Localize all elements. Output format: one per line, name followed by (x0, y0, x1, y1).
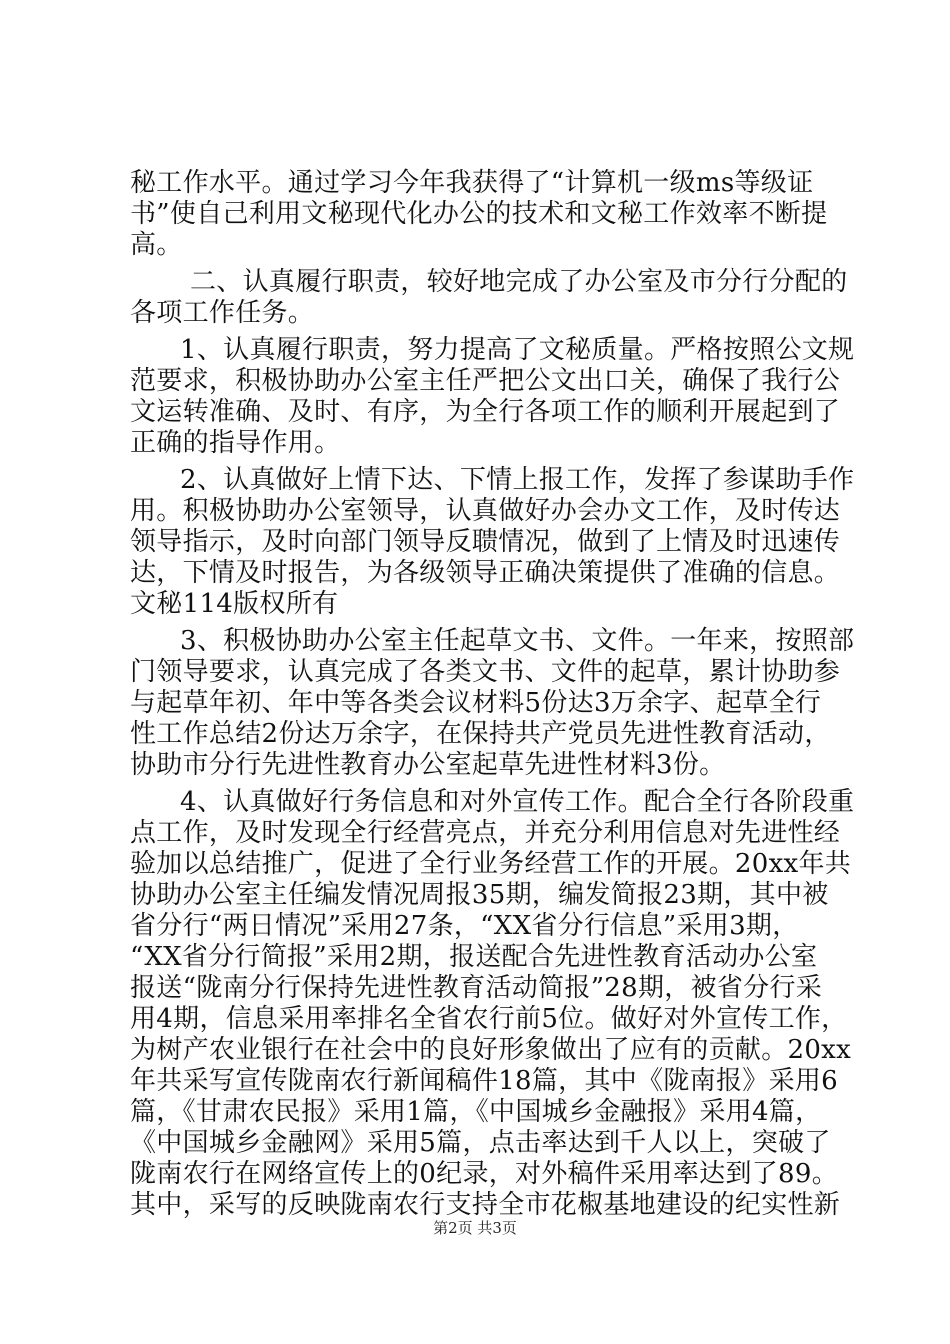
text-line: 4、认真做好行务信息和对外宣传工作。配合全行各阶段重 (180, 787, 855, 817)
section-heading-line: 各项工作任务。 (130, 298, 315, 328)
text-line: 范要求，积极协助办公室主任严把公文出口关，确保了我行公 (130, 366, 841, 396)
text-line: 文运转准确、及时、有序，为全行各项工作的顺利开展起到了 (130, 397, 841, 427)
text-line: 秘工作水平。通过学习今年我获得了“计算机一级ms等级证 (130, 168, 814, 198)
text-line: 为树产农业银行在社会中的良好形象做出了应有的贡献。20xx (130, 1035, 852, 1065)
document-body (130, 168, 855, 1221)
text-line: 协助办公室主任编发情况周报35期，编发简报23期，其中被 (130, 880, 829, 910)
text-line: 陇南农行在网络宣传上的0纪录，对外稿件采用率达到了89。 (130, 1159, 839, 1189)
text-line: 用。积极协助办公室领导，认真做好办会办文工作，及时传达 (130, 496, 841, 526)
text-line: 用4期，信息采用率排名全省农行前5位。做好对外宣传工作， (130, 1004, 848, 1034)
page-number-footer: 第2页 共3页 (433, 1219, 517, 1237)
text-line: 年共采写宣传陇南农行新闻稿件18篇，其中《陇南报》采用6 (130, 1066, 839, 1096)
text-line: 达，下情及时报告，为各级领导正确决策提供了准确的信息。 (130, 558, 841, 588)
text-line: 高。 (130, 230, 183, 260)
text-line: 书”使自己利用文秘现代化办公的技术和文秘工作效率不断提 (130, 199, 828, 229)
text-line: 报送“陇南分行保持先进性教育活动简报”28期，被省分行采 (130, 973, 823, 1003)
text-line: 协助市分行先进性教育办公室起草先进性材料3份。 (130, 750, 726, 780)
text-line: 其中，采写的反映陇南农行支持全市花椒基地建设的纪实性新 (130, 1190, 841, 1220)
text-line: 正确的指导作用。 (130, 428, 341, 458)
section-heading-line: 二、认真履行职责，较好地完成了办公室及市分行分配的 (190, 267, 848, 297)
text-line: 文秘114版权所有 (130, 589, 339, 619)
text-line: 性工作总结2份达万余字，在保持共产党员先进性教育活动， (130, 719, 831, 749)
text-line: 《中国城乡金融网》采用5篇，点击率达到千人以上，突破了 (130, 1128, 831, 1158)
text-line: 3、积极协助办公室主任起草文书、文件。一年来，按照部 (180, 626, 855, 656)
text-line: 与起草年初、年中等各类会议材料5份达3万余字、起草全行 (130, 688, 822, 718)
text-line: 省分行“两日情况”采用27条，“XX省分行信息”采用3期， (130, 911, 799, 941)
text-line: 门领导要求，认真完成了各类文书、文件的起草，累计协助参 (130, 657, 841, 687)
text-line: 领导指示，及时向部门领导反聩情况，做到了上情及时迅速传 (130, 527, 841, 557)
text-line: 篇，《甘肃农民报》采用1篇，《中国城乡金融报》采用4篇， (130, 1097, 822, 1127)
text-line: 验加以总结推广，促进了全行业务经营工作的开展。20xx年共 (130, 849, 852, 879)
text-line: 2、认真做好上情下达、下情上报工作，发挥了参谋助手作 (180, 465, 855, 495)
text-line: 1、认真履行职责，努力提高了文秘质量。严格按照公文规 (180, 335, 855, 365)
text-line: “XX省分行简报”采用2期，报送配合先进性教育活动办公室 (130, 942, 818, 972)
text-line: 点工作，及时发现全行经营亮点，并充分利用信息对先进性经 (130, 818, 841, 848)
